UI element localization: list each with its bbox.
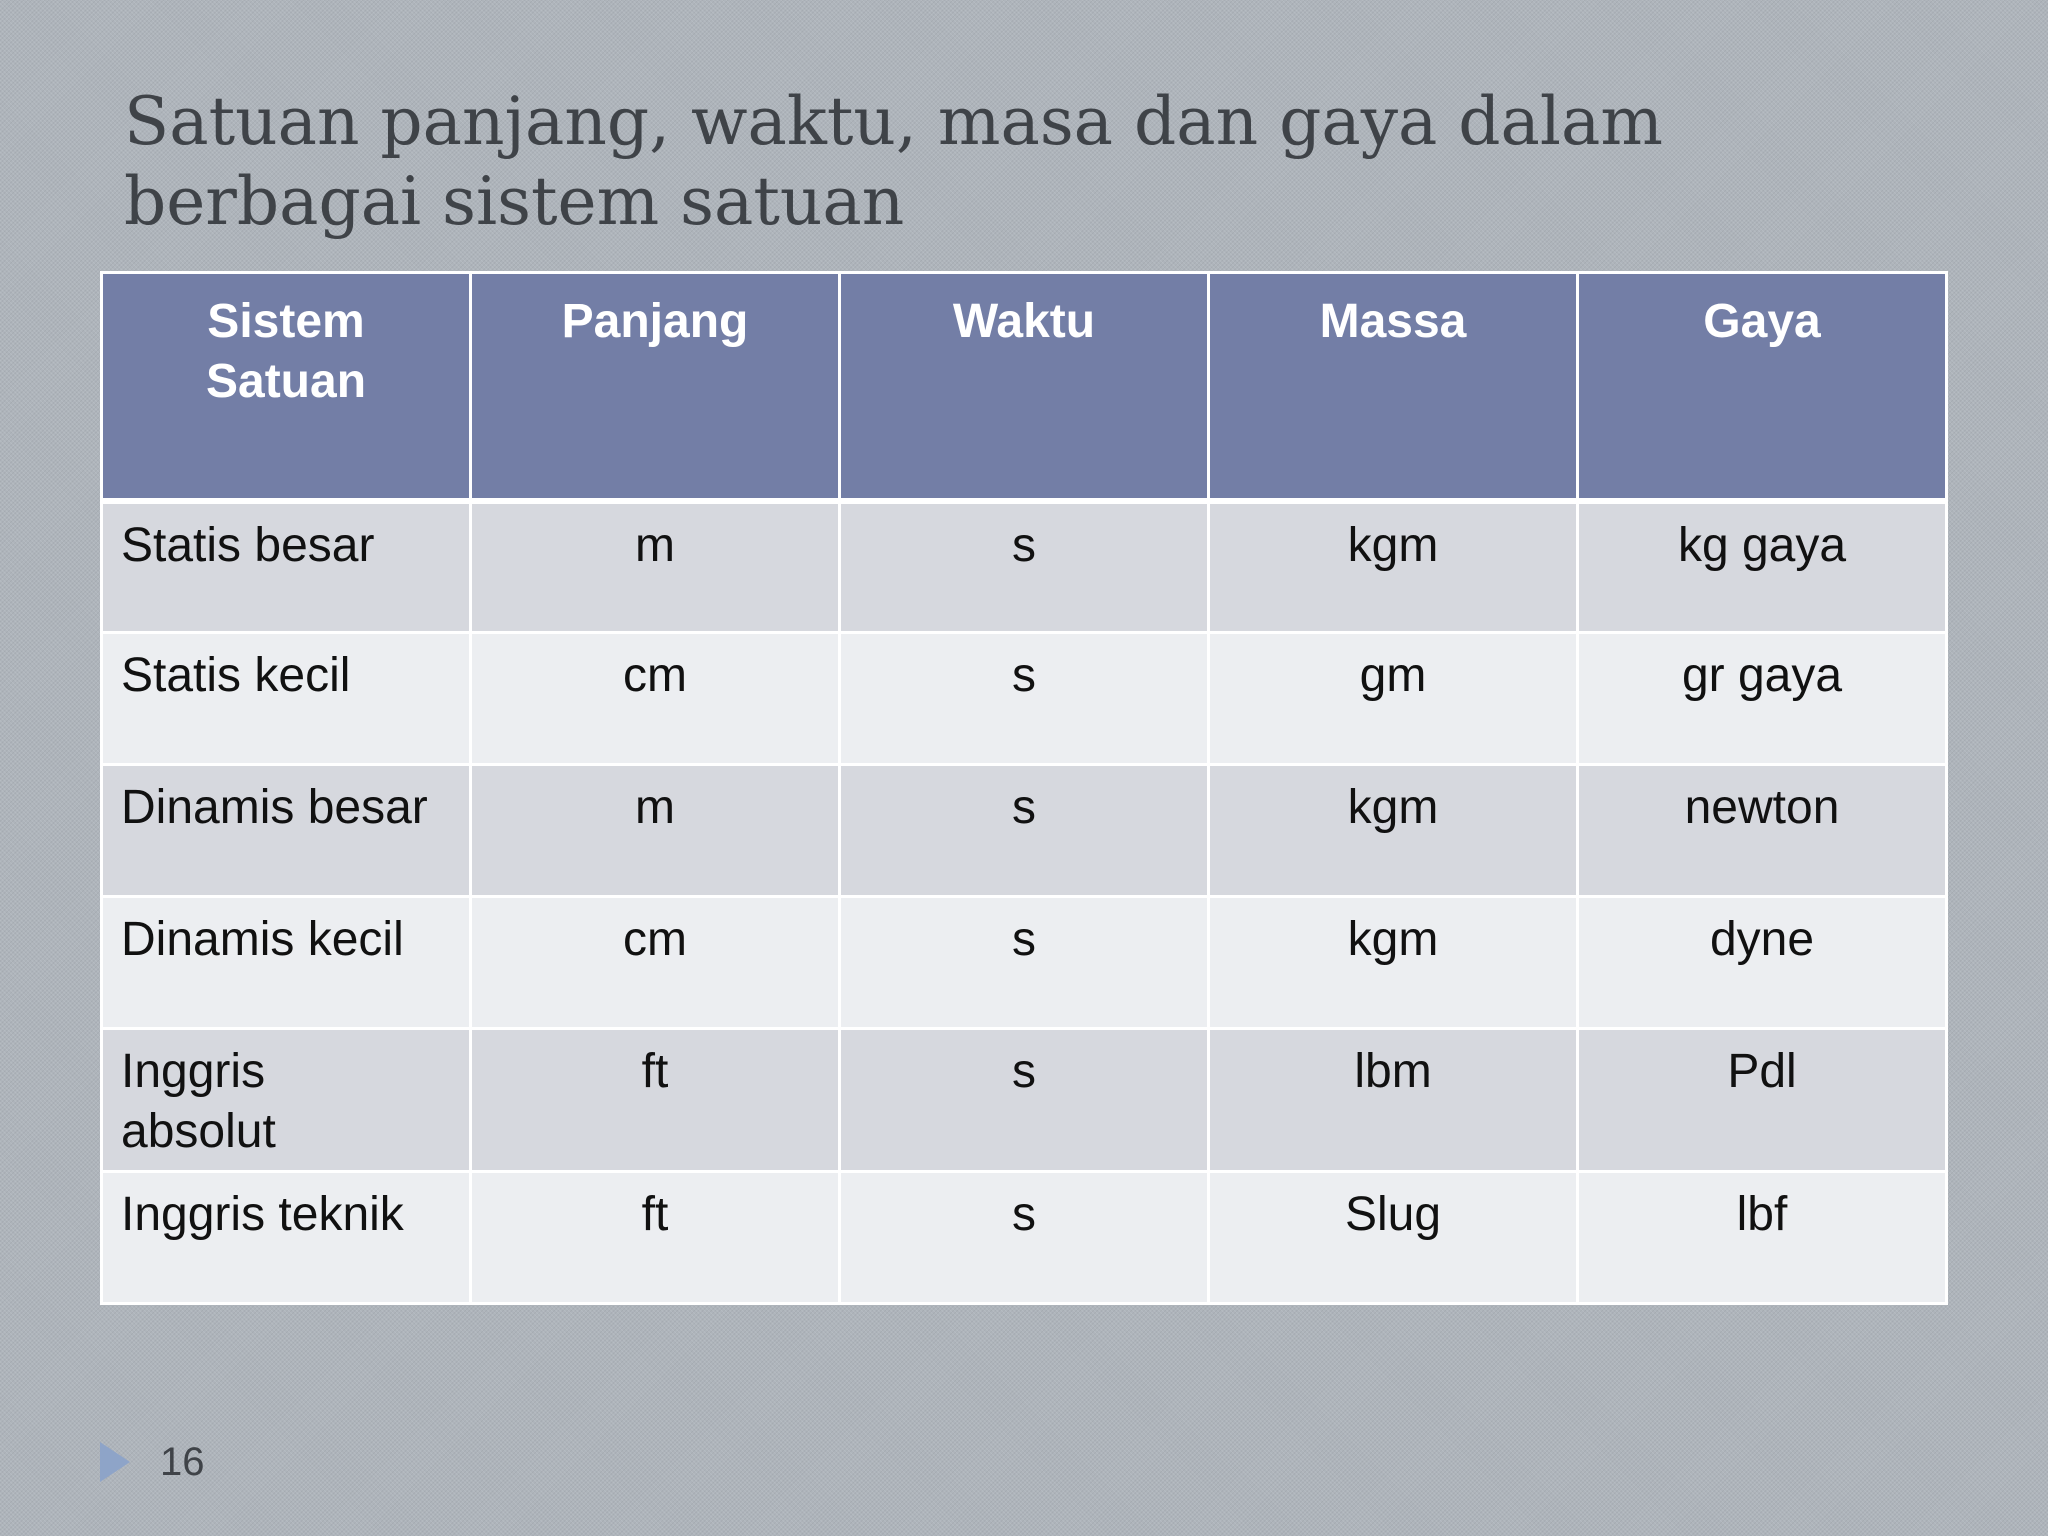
table-header-row (102, 273, 1947, 501)
cell-sistem: Dinamis kecil (102, 897, 471, 1029)
cell-waktu: s (840, 765, 1209, 897)
table-row (102, 897, 1947, 1029)
cell-massa: gm (1209, 633, 1578, 765)
cell-sistem: Inggris absolut (102, 1029, 471, 1172)
cell-gaya: dyne (1578, 897, 1947, 1029)
cell-waktu: s (840, 897, 1209, 1029)
cell-panjang: m (471, 501, 840, 633)
cell-gaya: gr gaya (1578, 633, 1947, 765)
slide-title-line-1: Satuan panjang, waktu, masa dan gaya dalam (124, 83, 1663, 160)
table-row (102, 1029, 1947, 1172)
cell-waktu: s (840, 1029, 1209, 1172)
cell-massa: Slug (1209, 1172, 1578, 1304)
cell-gaya: newton (1578, 765, 1947, 897)
cell-gaya: kg gaya (1578, 501, 1947, 633)
cell-waktu: s (840, 1172, 1209, 1304)
cell-sistem: Inggris teknik (102, 1172, 471, 1304)
cell-panjang: m (471, 765, 840, 897)
cell-massa: lbm (1209, 1029, 1578, 1172)
header-panjang: Panjang (471, 273, 840, 501)
play-arrow-icon (100, 1442, 130, 1482)
cell-massa: kgm (1209, 897, 1578, 1029)
slide-footer (100, 1432, 205, 1492)
cell-panjang: cm (471, 897, 840, 1029)
cell-panjang: ft (471, 1029, 840, 1172)
table-row (102, 633, 1947, 765)
cell-sistem: Statis besar (102, 501, 471, 633)
header-massa: Massa (1209, 273, 1578, 501)
header-gaya: Gaya (1578, 273, 1947, 501)
cell-waktu: s (840, 501, 1209, 633)
units-table (100, 271, 1948, 1305)
slide-title (124, 82, 1924, 242)
cell-sistem: Dinamis besar (102, 765, 471, 897)
cell-sistem: Statis kecil (102, 633, 471, 765)
header-sistem-satuan: Sistem Satuan (102, 273, 471, 501)
cell-massa: kgm (1209, 765, 1578, 897)
cell-waktu: s (840, 633, 1209, 765)
cell-panjang: ft (471, 1172, 840, 1304)
header-waktu: Waktu (840, 273, 1209, 501)
cell-gaya: lbf (1578, 1172, 1947, 1304)
page-number: 16 (160, 1439, 205, 1484)
table-row (102, 1172, 1947, 1304)
cell-panjang: cm (471, 633, 840, 765)
table-row (102, 765, 1947, 897)
slide-title-line-2: berbagai sistem satuan (124, 163, 905, 240)
table-row (102, 501, 1947, 633)
cell-gaya: Pdl (1578, 1029, 1947, 1172)
cell-massa: kgm (1209, 501, 1578, 633)
